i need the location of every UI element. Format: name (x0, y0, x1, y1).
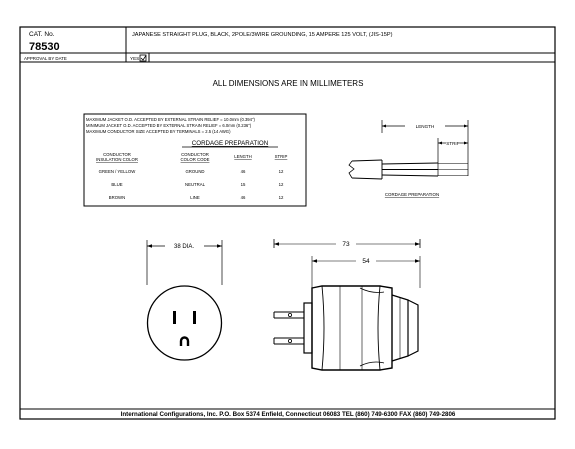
table-cell: 12 (278, 182, 284, 187)
col-header: CONDUCTOR (103, 152, 131, 157)
note-line: MAXIMUM CONDUCTOR SIZE ACCEPTED BY TERMINALS = 2.5 (14 AWG) (86, 129, 231, 134)
table-cell: GROUND (185, 169, 205, 174)
col-header: LENGTH (234, 154, 252, 159)
cat-number: 78530 (29, 41, 60, 53)
col-header: STRIP (274, 154, 288, 159)
table-cell: LINE (190, 195, 200, 200)
approval-yes: YES (130, 56, 140, 61)
cordage-prep-diagram (349, 120, 468, 197)
title-block (20, 27, 555, 62)
plug-face-view (147, 240, 222, 360)
blade-slot (173, 311, 176, 324)
cordage-heading: CORDAGE PREPARATION (191, 140, 269, 147)
approval-label: APPROVAL BY DATE (24, 56, 67, 61)
overall-length-label: 73 (342, 241, 350, 248)
table-cell: 46 (240, 169, 246, 174)
blade-hole (288, 313, 291, 316)
cordage-table-box (84, 114, 306, 206)
footer-text: International Configurations, Inc. P.O. Box 5374 Enfield, Connecticut 06083 TEL (860) 749-6300 FAX (860) 749-2806 (120, 411, 456, 418)
check-mark-icon (141, 56, 146, 61)
length-label: LENGTH (415, 124, 435, 129)
plug-side-view (274, 239, 420, 370)
col-header: CONDUCTOR (181, 152, 209, 157)
col-header: INSULATION COLOR (96, 157, 138, 162)
table-cell: NEUTRAL (184, 182, 206, 187)
ground-pin (181, 338, 188, 347)
table-cell: 15 (240, 182, 246, 187)
strip-label: STRIP (446, 141, 460, 146)
prep-caption: CORDAGE PREPARATION (384, 192, 440, 197)
table-cell: 46 (240, 195, 246, 200)
body-length-label: 54 (362, 258, 370, 265)
note-line: MAXIMUM JACKET O.D. ACCEPTED BY EXTERNAL STRAIN RELIEF = 10.0mm (0.394") (86, 117, 255, 122)
table-cell: BROWN (108, 195, 126, 200)
table-cell: BLUE (111, 182, 123, 187)
main-heading: ALL DIMENSIONS ARE IN MILLIMETERS (212, 79, 364, 88)
table-cell: 12 (278, 195, 284, 200)
plug-face-outline (148, 286, 222, 360)
note-line: MINIMUM JACKET O.D. ACCEPTED BY EXTERNAL STRAIN RELIEF = 6.0mm (0.236") (86, 123, 252, 128)
cat-label: CAT. No. (29, 31, 55, 38)
table-cell: GREEN / YELLOW (98, 169, 136, 174)
blade-slot (193, 311, 196, 324)
blade-hole (288, 339, 291, 342)
part-description: JAPANESE STRAIGHT PLUG, BLACK, 2POLE/3WIRE GROUNDING, 15 AMPERE 125 VOLT, (JIS-15P) (132, 32, 393, 38)
col-header: COLOR CODE (180, 157, 210, 162)
table-cell: 12 (278, 169, 284, 174)
diameter-label: 38 DIA. (173, 244, 195, 250)
